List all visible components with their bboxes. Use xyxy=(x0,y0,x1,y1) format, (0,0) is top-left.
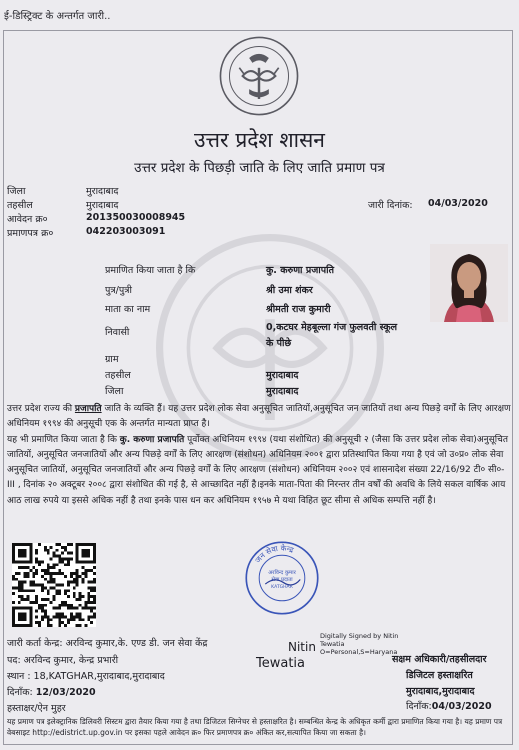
issue-date-label: जारी दिनांक: xyxy=(368,200,413,211)
signer-last-name: Tewatia xyxy=(256,656,306,671)
issuer-centre: जारी कर्ता केन्द्र: अरविन्द कुमार,के. एण्ड डी. जन सेवा केंद्र xyxy=(7,638,208,649)
address-line-1: 0,कटघर मेहबूल्ला गंज फुलवती स्कूल xyxy=(266,322,398,333)
body-paragraph-2 xyxy=(7,433,512,509)
certificate-subtitle: उत्तर प्रदेश के पिछड़ी जाति के लिए जाति प्रमाण पत्र xyxy=(134,160,385,176)
svg-text:जन सेवा केन्द्र xyxy=(253,544,295,565)
officer-signed: डिजिटल हस्ताक्षरित xyxy=(406,670,473,681)
page-title: उत्तर प्रदेश शासन xyxy=(194,128,325,152)
issuer-date-value: 12/03/2020 xyxy=(35,687,96,698)
sig-line-3: O=Personal,S=Haryana xyxy=(320,648,398,656)
issuer-date-label: दिनाँक: xyxy=(7,687,36,698)
seal-inner-2: सेवा प्रदाता xyxy=(271,577,293,584)
certificate-number: 042203003091 xyxy=(86,226,166,237)
village-label: ग्राम xyxy=(105,354,119,365)
digital-signature-block xyxy=(320,632,398,656)
sig-line-1: Digitally Signed by Nitin xyxy=(320,632,399,640)
up-emblem-icon xyxy=(218,35,300,117)
sig-line-2: Tewatia xyxy=(320,640,345,648)
detail-tehsil-label: तहसील xyxy=(105,370,131,381)
mother-label: माता का नाम xyxy=(105,304,151,315)
father-name: श्री उमा शंकर xyxy=(266,285,313,296)
address-line-2: के पीछे xyxy=(266,338,292,349)
relation-label: पुत्र/पुत्री xyxy=(105,285,132,296)
district-value: मुरादाबाद xyxy=(86,186,119,197)
application-label: आवेदन क्र० xyxy=(7,214,48,225)
application-number: 201350030008945 xyxy=(86,212,186,223)
certificate-label: प्रमाणपत्र क्र० xyxy=(7,228,54,239)
tehsil-label: तहसील xyxy=(7,200,33,211)
officer-place: मुरादाबाद,मुरादाबाद xyxy=(406,686,475,697)
seal-ring-text: जन सेवा केन्द्र xyxy=(253,543,295,565)
tehsil-value: मुरादाबाद xyxy=(86,200,119,211)
applicant-name: कु. करुणा प्रजापति xyxy=(266,265,335,276)
officer-date xyxy=(406,699,492,712)
sign-note: हस्ताक्षर/ऐन मुहर xyxy=(7,703,66,714)
detail-tehsil-value: मुरादाबाद xyxy=(266,370,299,381)
detail-district-value: मुरादाबाद xyxy=(266,386,299,397)
resident-label: निवासी xyxy=(105,327,130,338)
jan-seva-kendra-stamp xyxy=(244,540,320,616)
seal-inner-3: KATGHAR xyxy=(271,584,293,590)
p1-text-a: उत्तर प्रदेश राज्य की xyxy=(7,404,75,414)
officer-date-label: दिनाँक: xyxy=(406,701,432,712)
district-label: जिला xyxy=(7,186,26,197)
officer-date-value: 04/03/2020 xyxy=(431,701,492,712)
body-paragraph-1 xyxy=(7,402,512,433)
officer-title: सक्षम अधिकारी/तहसीलदार xyxy=(392,654,487,665)
p2-applicant-name: कु. करुणा प्रजापति xyxy=(119,434,185,445)
issue-date-value: 04/03/2020 xyxy=(428,198,488,209)
verification-qr-code xyxy=(12,543,96,627)
p2-text-b: पूर्वोक्त अधिनियम १९९४ (यथा संशोधित) की अनुसूची २ (जैसा कि उत्तर प्रदेश लोक सेवा)अनुसूचित जातियों, अनुसूचित जनजातियों और अन्य पिछड़े वर्गों के लिए आरक्षण (संशोधन) अधिनियम २००१ द्वारा प्रतिस्थापित किया गया है एवं जो उ०प्र० लोक सेवा अनुसूचित जातियों, अनुसूचित जनजातियों और अन्य पिछड़े वर्गों के लिए आरक्षण (संशोधन) अधिनियम २००२ एवं शासनादेश संख्या 22/16/92 टी० सी०-III , दिनांक २० अक्टूबर २००८ द्वारा संशोधित की गई है, से आच्छादित नहीं है।इनके माता-पिता की निरन्तर तीन वर्षों की अवधि के लिये सकल वार्षिक आय आठ लाख रुपये या इससे अधिक नहीं है तथा इनके पास धन कर अधिनियम १९५७ मे यथा विहित छूट सीमा से अधिक सम्पत्ति नहीं है। xyxy=(7,434,508,506)
seal-inner-1: अरविन्द कुमार xyxy=(268,570,296,577)
mother-name: श्रीमती राज कुमारी xyxy=(266,304,331,315)
signer-first-name: Nitin xyxy=(288,640,316,654)
p2-text-a: यह भी प्रमाणित किया जाता है कि xyxy=(7,434,120,445)
header-note: ई-डिस्ट्रिक्ट के अन्तर्गत जारी.. xyxy=(4,11,111,22)
issuer-date xyxy=(7,685,96,698)
detail-district-label: जिला xyxy=(105,386,124,397)
footer-note: यह प्रमाण पत्र इलेक्ट्रानिक डिलिवरी सिस्टम द्वारा तैयार किया गया है तथा डिजिटल सिग्नेचर से हस्ताक्षरित है। सम्बन्धित केन्द्र के अधिकृत कर्मी द्वारा प्रमाणित किया गया है। यह प्रमाण पत्र वेबसाइट http://edistrict.up.gov.in पर इसका पहले आवेदन क्र० फिर प्रमाणपत्र क्र० अंकित कर,सत्यापित किया जा सकता है। xyxy=(7,717,503,737)
p1-text-b: जाति के व्यक्ति हैं। यह उत्तर प्रदेश लोक सेवा अनुसूचित जातियों,अनुसूचित जन जातियों तथा अन्य पिछड़े वर्गों के लिए आरक्षण अधिनियम १९९४ की अनुसूची एक के अन्तर्गत मान्यता प्राप्त है। xyxy=(7,404,511,430)
applicant-photo xyxy=(430,244,508,322)
certificate-body xyxy=(7,402,512,509)
issuer-post: पद: अरविन्द कुमार, केन्द्र प्रभारी xyxy=(7,655,119,666)
certify-label: प्रमाणित किया जाता है कि xyxy=(105,265,196,276)
caste-name: प्रजापति xyxy=(74,404,102,414)
issuer-place: स्थान : 18,KATGHAR,मुरादाबाद,मुरादाबाद xyxy=(7,671,165,682)
